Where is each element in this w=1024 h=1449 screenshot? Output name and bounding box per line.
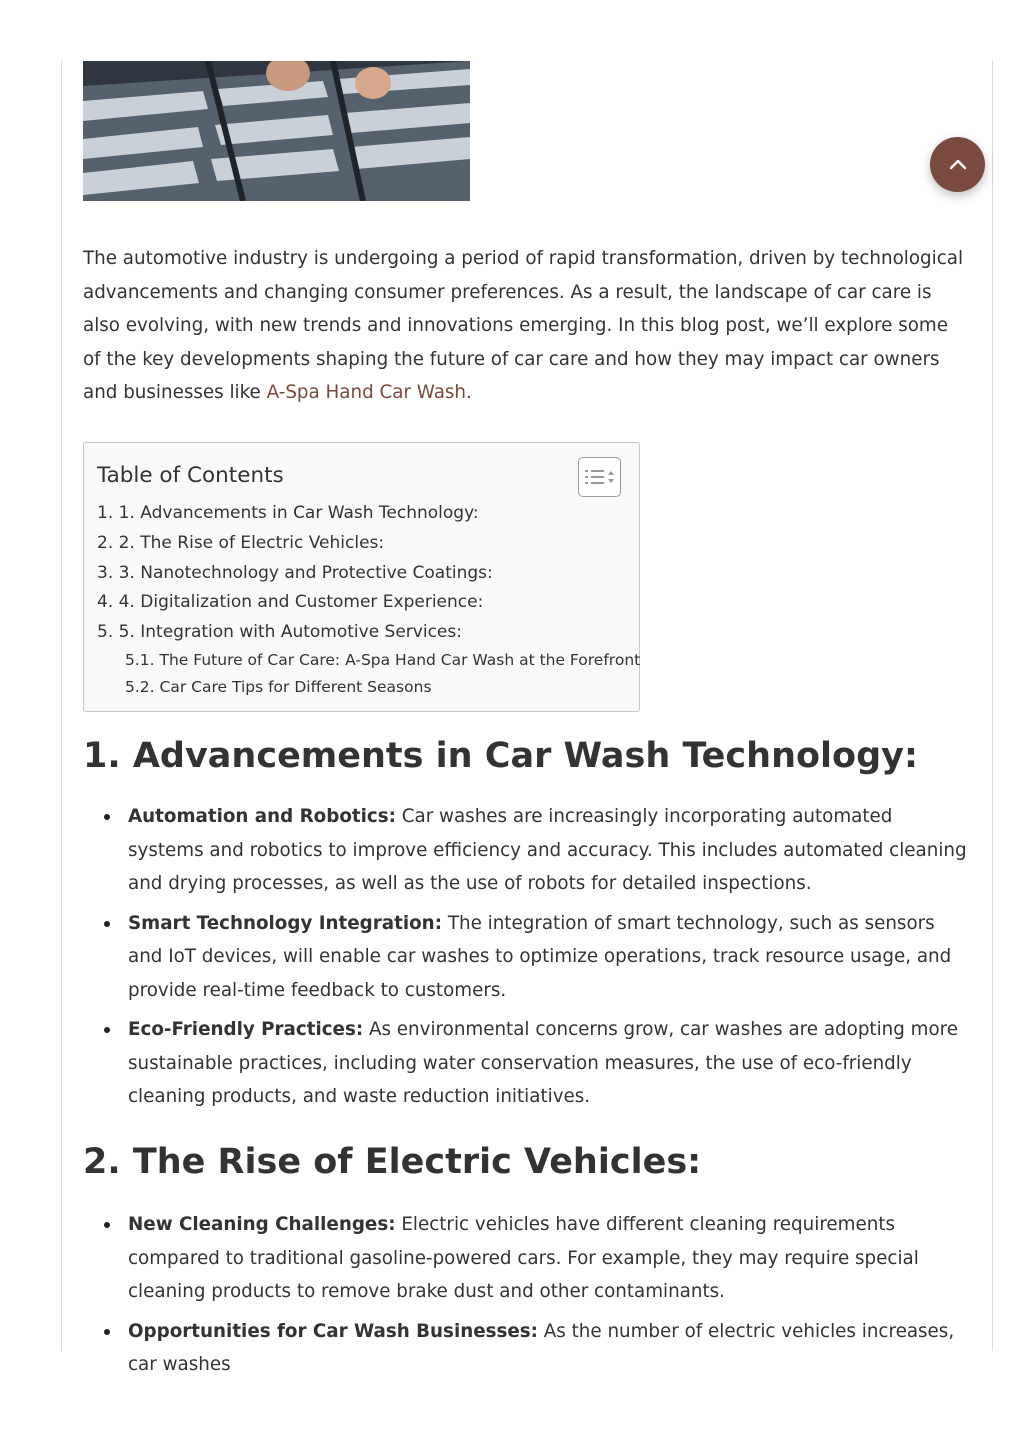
toc-item-label: 5. Integration with Automotive Services: (118, 622, 462, 642)
section-bullet-list (83, 800, 973, 1120)
toc-subitem-label: The Future of Car Care: A-Spa Hand Car Wash at the Forefront (159, 651, 641, 669)
toc-item[interactable] (97, 622, 462, 642)
section-bullet-list (83, 1208, 973, 1388)
bullet-dot (104, 1027, 110, 1033)
section-heading: 1. Advancements in Car Wash Technology: (83, 736, 918, 776)
bullet-term: Eco-Friendly Practices: (128, 1019, 364, 1040)
bullet-term: Opportunities for Car Wash Businesses: (128, 1320, 538, 1342)
list-toggle-icon (583, 467, 617, 487)
list-item (83, 1208, 973, 1309)
bullet-term: Smart Technology Integration: (128, 912, 443, 934)
bullet-dot (104, 1222, 110, 1228)
toc-item-label: 2. The Rise of Electric Vehicles: (118, 533, 385, 553)
bullet-term: Automation and Robotics: (128, 806, 396, 827)
toc-item[interactable] (97, 563, 493, 583)
toc-item-number: 5. (97, 622, 114, 642)
toc-item-number: 3. (97, 563, 114, 583)
toc-item-number: 1. (97, 503, 114, 523)
bullet-dot (104, 1329, 110, 1335)
toc-subitem-number: 5.2. (125, 678, 155, 696)
bullet-text: As the number of electric vehicles increases, car washes (128, 1320, 955, 1375)
toc-item-number: 2. (97, 533, 114, 553)
intro-text: The automotive industry is undergoing a period of rapid transformation, driven by technological advancements and changing consumer preferences. As a result, the landscape of car care is also evolving, with new trends and innovations emerging. In this blog post, we’ll explore some of the key developments shaping the future of car care and how they may impact car owners and businesses like (83, 248, 964, 403)
article-image (83, 61, 470, 201)
list-item (83, 907, 973, 1008)
toc-item-label: 1. Advancements in Car Wash Technology: (118, 503, 479, 523)
toc-subitem-label: Car Care Tips for Different Seasons (159, 678, 432, 696)
toc-item-number: 4. (97, 592, 114, 612)
bullet-term: New Cleaning Challenges: (128, 1214, 396, 1235)
toc-item[interactable] (97, 592, 483, 612)
section-heading: 2. The Rise of Electric Vehicles: (83, 1142, 702, 1182)
table-of-contents (83, 442, 640, 712)
list-item (83, 1013, 973, 1114)
list-item (83, 1315, 973, 1382)
bullet-dot (104, 814, 110, 820)
toc-item-label: 4. Digitalization and Customer Experience: (118, 592, 484, 612)
toc-subitem[interactable] (125, 678, 432, 696)
toc-title: Table of Contents (97, 463, 284, 488)
bullet-text: The integration of smart technology, such as sensors and IoT devices, will enable car washes to optimize operations, track resource usage, and provide real-time feedback to customers. (128, 912, 952, 1001)
scroll-to-top-button[interactable] (930, 137, 985, 192)
bullet-text: As environmental concerns grow, car washes are adopting more sustainable practices, including water conservation measures, the use of eco-friendly cleaning products, and waste reduction initiatives. (128, 1019, 959, 1107)
bullet-text: Electric vehicles have different cleaning requirements compared to traditional gasoline-powered cars. For example, they may require special cleaning products to remove brake dust and other contaminants. (128, 1214, 919, 1302)
toc-subitem-number: 5.1. (125, 651, 155, 669)
intro-paragraph (83, 242, 968, 410)
toc-item[interactable] (97, 533, 384, 553)
bullet-dot (104, 921, 110, 927)
a-spa-link[interactable]: A-Spa Hand Car Wash. (266, 382, 472, 403)
list-item (83, 800, 973, 901)
chevron-up-icon (947, 154, 969, 176)
toc-item[interactable] (97, 503, 479, 523)
toc-toggle-button[interactable] (578, 457, 621, 497)
toc-subitem[interactable] (125, 651, 640, 669)
bullet-text: Car washes are increasingly incorporating automated systems and robotics to improve efficiency and accuracy. This includes automated cleaning and drying processes, as well as the use of robots for detailed inspections. (128, 806, 967, 894)
toc-item-label: 3. Nanotechnology and Protective Coatings: (118, 563, 493, 583)
